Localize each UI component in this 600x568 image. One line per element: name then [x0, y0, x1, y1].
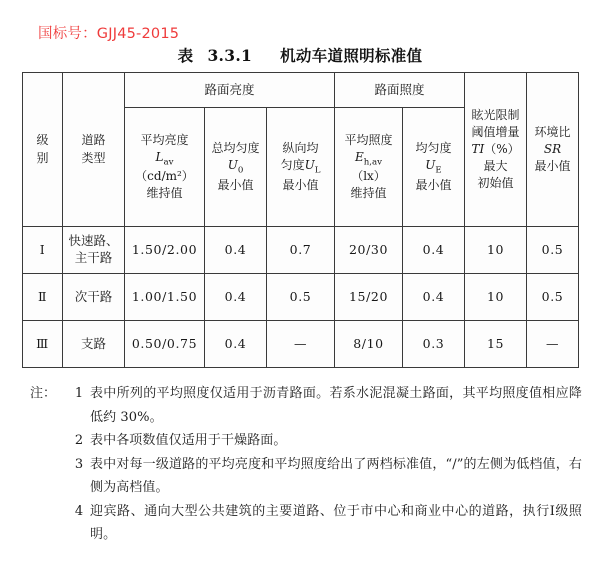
note-text: 表中所列的平均照度仅适用于沥青路面。若系水泥混凝土路面，其平均照度值相应降低约 30%。 [90, 386, 582, 425]
header-cell-illuminance-uniformity [403, 108, 465, 227]
header-avgl-symbol: L [155, 149, 164, 164]
header-ul-line1: 纵向均 [282, 141, 319, 156]
cell-glare-ti: 15 [465, 321, 527, 368]
header-glare-qualifier2: 初始值 [477, 176, 514, 191]
note-text: 表中对每一级道路的平均亮度和平均照度给出了两档标准值，“/”的左侧为低档值，右侧为高档值。 [90, 456, 582, 495]
cell-overall-uniformity: 0.4 [205, 274, 267, 321]
header-glare-line1: 眩光限制 [471, 107, 520, 122]
cell-grade: Ⅰ [23, 227, 63, 274]
header-ul-symbol: U [304, 158, 315, 173]
header-cell-avg-illuminance [335, 108, 403, 227]
header-road-type-line2: 类型 [81, 150, 106, 165]
cell-glare-ti: 10 [465, 227, 527, 274]
table-row [23, 274, 579, 321]
header-sr-symbol: SR [543, 141, 562, 156]
note-number: 3 [74, 456, 84, 472]
header-avge-qualifier: 维持值 [350, 186, 387, 201]
cell-road-type-line1: 快速路、 [68, 233, 119, 249]
cell-overall-uniformity: 0.4 [205, 227, 267, 274]
cell-avg-luminance: 1.00/1.50 [125, 274, 205, 321]
header-ue-symbol-sub: E [435, 165, 442, 176]
header-ul-line2: 匀度 [280, 158, 305, 173]
note-number: 1 [74, 386, 84, 401]
header-ul-symbol-sub: L [314, 165, 321, 176]
header-cell-road-type [63, 73, 125, 227]
cell-grade: Ⅲ [23, 321, 63, 368]
cell-surround-ratio: — [527, 321, 579, 368]
cell-avg-illuminance: 8/10 [335, 321, 403, 368]
header-avge-symbol: E [354, 149, 364, 164]
header-cell-overall-uniformity [205, 108, 267, 227]
cell-surround-ratio: 0.5 [527, 227, 579, 274]
header-cell-glare-ti [465, 73, 527, 227]
header-glare-unit: （%） [484, 141, 520, 156]
header-avgl-symbol-sub: av [163, 157, 174, 168]
lighting-standards-table [22, 72, 579, 368]
table-caption [0, 44, 600, 66]
cell-grade: Ⅱ [23, 274, 63, 321]
header-cell-grade [23, 73, 63, 227]
table-caption-number: 3.3.1 [207, 46, 253, 65]
cell-road-type [63, 227, 125, 274]
cell-road-type-line2: 主干路 [74, 250, 113, 265]
header-avgl-unit: （cd/m²） [135, 169, 194, 184]
header-avge-unit: （lx） [351, 169, 386, 184]
cell-illuminance-uniformity: 0.4 [403, 227, 465, 274]
notes-label: 注： [30, 386, 57, 401]
cell-glare-ti: 10 [465, 274, 527, 321]
header-u0-symbol: U [227, 158, 238, 173]
cell-avg-illuminance: 20/30 [335, 227, 403, 274]
cell-illuminance-uniformity: 0.3 [403, 321, 465, 368]
table-group-header-row [23, 73, 579, 108]
cell-overall-uniformity: 0.4 [205, 321, 267, 368]
note-number: 4 [74, 503, 84, 519]
header-sr-qualifier: 最小值 [534, 159, 571, 174]
note-text: 表中各项数值仅适用于干燥路面。 [90, 433, 287, 448]
table-caption-label: 表 [177, 46, 194, 65]
cell-avg-luminance: 0.50/0.75 [125, 321, 205, 368]
table-row [23, 227, 579, 274]
cell-road-type: 次干路 [63, 274, 125, 321]
header-avge-symbol-sub: h,av [363, 157, 383, 168]
cell-longitudinal-uniformity: 0.7 [267, 227, 335, 274]
header-ue-symbol: U [425, 158, 436, 173]
header-cell-longitudinal-uniformity [267, 108, 335, 227]
table-caption-title: 机动车道照明标准值 [280, 46, 423, 65]
note-item [30, 429, 582, 453]
note-number: 2 [74, 433, 84, 448]
table-notes [30, 382, 582, 547]
table-row [23, 321, 579, 368]
header-avgl-name: 平均亮度 [140, 132, 189, 147]
header-u0-qualifier: 最小值 [217, 177, 254, 192]
note-item [30, 453, 582, 500]
header-group-luminance: 路面亮度 [125, 73, 335, 108]
cell-road-type: 支路 [63, 321, 125, 368]
header-sr-name: 环境比 [534, 124, 571, 139]
header-ul-qualifier: 最小值 [282, 177, 319, 192]
note-item [30, 382, 582, 429]
header-glare-qualifier1: 最大 [483, 159, 508, 174]
header-avgl-qualifier: 维持值 [146, 186, 183, 201]
header-glare-symbol: TI [471, 141, 485, 156]
header-ue-name: 均匀度 [415, 141, 452, 156]
cell-longitudinal-uniformity: — [267, 321, 335, 368]
header-avge-name: 平均照度 [344, 132, 393, 147]
header-u0-symbol-sub: 0 [237, 165, 244, 176]
header-grade-line2: 别 [36, 150, 49, 165]
cell-avg-luminance: 1.50/2.00 [125, 227, 205, 274]
standards-table-wrapper [22, 72, 578, 368]
header-cell-surround-ratio [527, 73, 579, 227]
note-item [30, 500, 582, 547]
standard-number-annotation: 国标号：GJJ45-2015 [38, 26, 180, 42]
cell-longitudinal-uniformity: 0.5 [267, 274, 335, 321]
cell-surround-ratio: 0.5 [527, 274, 579, 321]
cell-illuminance-uniformity: 0.4 [403, 274, 465, 321]
header-glare-line2: 阈值增量 [471, 124, 520, 139]
header-ue-qualifier: 最小值 [415, 177, 452, 192]
header-u0-name: 总均匀度 [211, 141, 260, 156]
note-text: 迎宾路、通向大型公共建筑的主要道路、位于市中心和商业中心的道路，执行Ⅰ级照明。 [90, 503, 582, 542]
header-grade-line1: 级 [36, 133, 49, 148]
header-road-type-line1: 道路 [81, 133, 106, 148]
cell-avg-illuminance: 15/20 [335, 274, 403, 321]
header-cell-avg-luminance [125, 108, 205, 227]
header-group-illuminance: 路面照度 [335, 73, 465, 108]
